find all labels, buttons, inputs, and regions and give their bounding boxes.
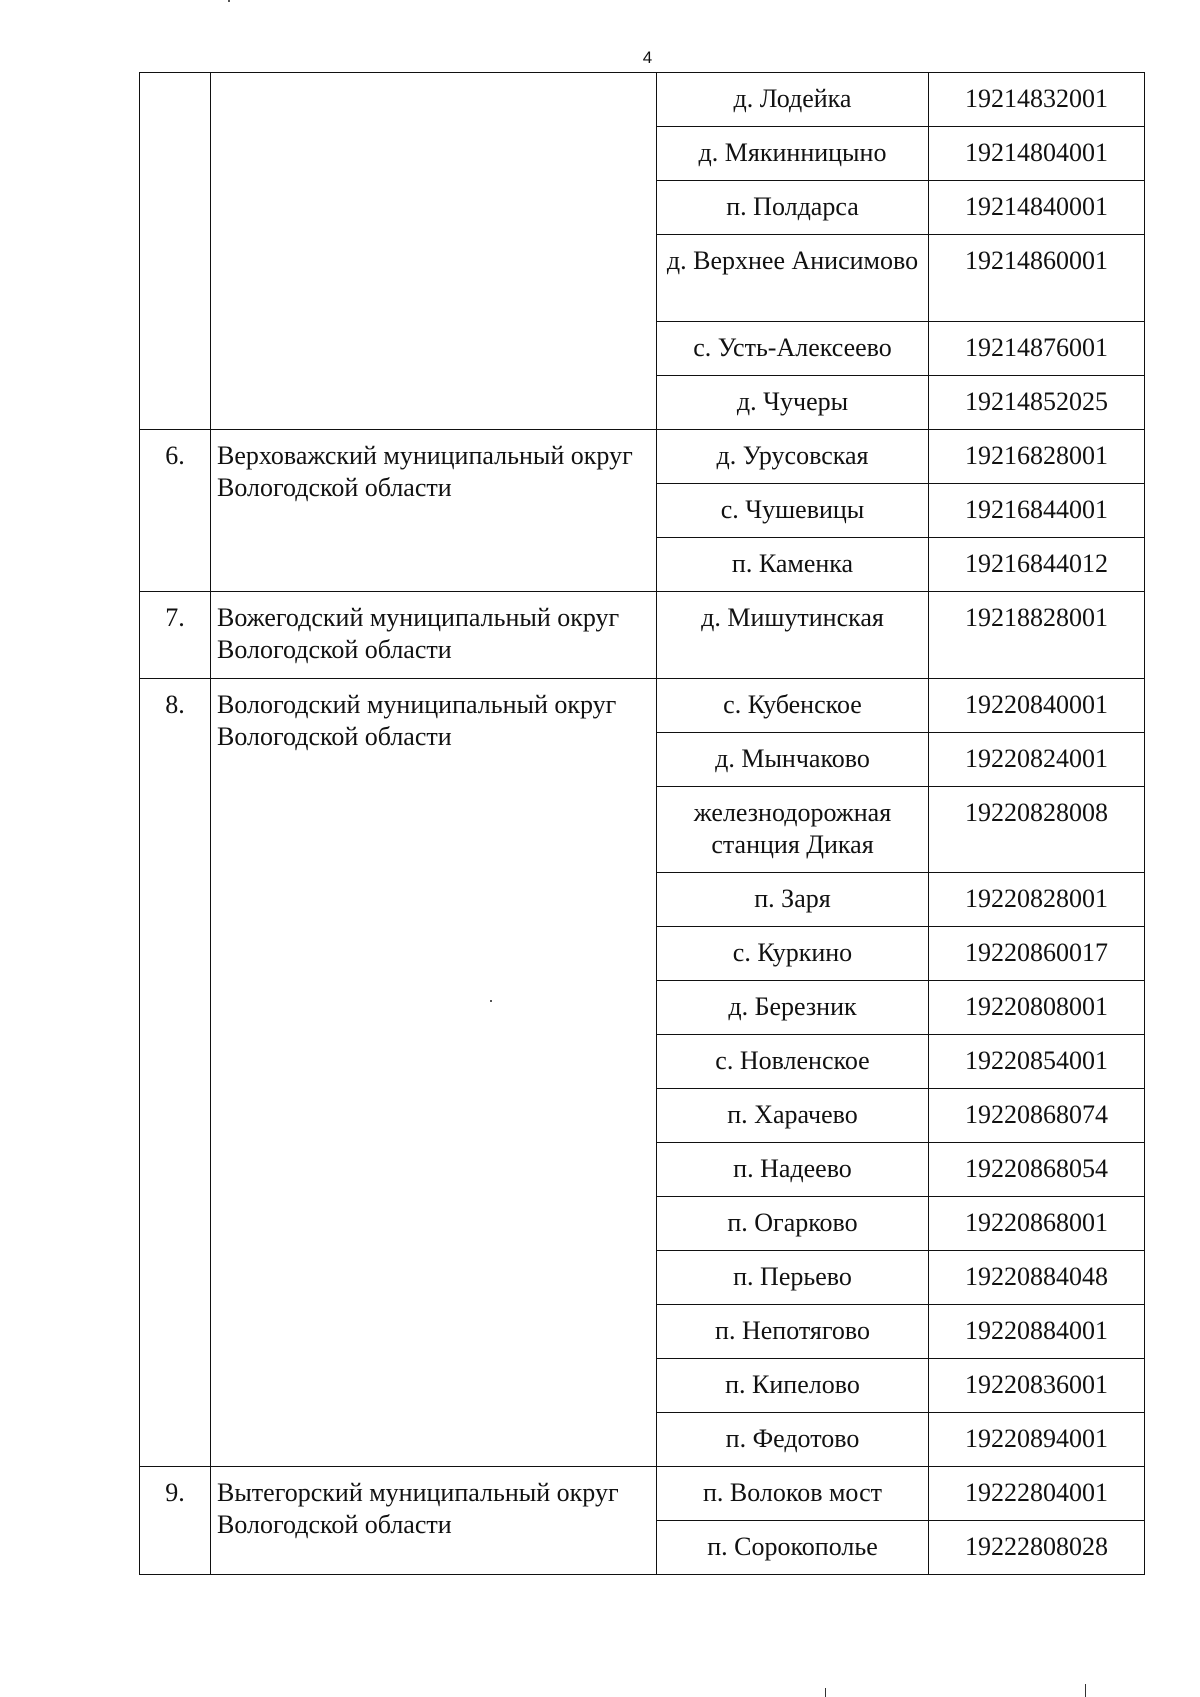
table-row xyxy=(140,1467,1145,1521)
settlement-cell: железнодорожная станция Дикая xyxy=(657,787,929,873)
oktmo-code-cell: 19220836001 xyxy=(929,1359,1145,1413)
oktmo-code-cell: 19214860001 xyxy=(929,235,1145,322)
oktmo-code-cell: 19220860017 xyxy=(929,927,1145,981)
oktmo-code-cell: 19214804001 xyxy=(929,127,1145,181)
settlement-cell: д. Мякинницыно xyxy=(657,127,929,181)
settlement-cell: с. Куркино xyxy=(657,927,929,981)
settlement-cell: д. Урусовская xyxy=(657,430,929,484)
row-number: 8. xyxy=(140,679,211,1467)
settlement-cell: д. Чучеры xyxy=(657,376,929,430)
oktmo-code-cell: 19220824001 xyxy=(929,733,1145,787)
settlement-cell: с. Кубенское xyxy=(657,679,929,733)
oktmo-code-cell: 19220894001 xyxy=(929,1413,1145,1467)
settlement-cell: п. Кипелово xyxy=(657,1359,929,1413)
oktmo-code-cell: 19214852025 xyxy=(929,376,1145,430)
settlement-cell: п. Федотово xyxy=(657,1413,929,1467)
oktmo-code-cell: 19220884001 xyxy=(929,1305,1145,1359)
settlement-cell: п. Волоков мост xyxy=(657,1467,929,1521)
settlement-cell: п. Харачево xyxy=(657,1089,929,1143)
row-number: 7. xyxy=(140,592,211,679)
settlement-cell: д. Верхнее Анисимово xyxy=(657,235,929,322)
settlement-cell: с. Новленское xyxy=(657,1035,929,1089)
oktmo-code-cell: 19220808001 xyxy=(929,981,1145,1035)
scan-mark xyxy=(825,1688,826,1697)
settlement-cell: п. Надеево xyxy=(657,1143,929,1197)
scan-speck xyxy=(490,1000,492,1002)
settlement-cell: с. Чушевицы xyxy=(657,484,929,538)
oktmo-code-cell: 19214840001 xyxy=(929,181,1145,235)
settlement-cell: д. Березник xyxy=(657,981,929,1035)
oktmo-code-cell: 19220868001 xyxy=(929,1197,1145,1251)
settlement-cell: п. Каменка xyxy=(657,538,929,592)
oktmo-code-cell: 19216844001 xyxy=(929,484,1145,538)
oktmo-code-cell: 19222808028 xyxy=(929,1521,1145,1575)
oktmo-code-cell: 19220884048 xyxy=(929,1251,1145,1305)
oktmo-code-cell: 19220854001 xyxy=(929,1035,1145,1089)
table-row xyxy=(140,430,1145,484)
settlement-cell: п. Заря xyxy=(657,873,929,927)
district-cell xyxy=(211,73,657,430)
settlement-cell: п. Полдарса xyxy=(657,181,929,235)
oktmo-code-cell: 19216828001 xyxy=(929,430,1145,484)
oktmo-code-cell: 19220828001 xyxy=(929,873,1145,927)
oktmo-code-cell: 19220828008 xyxy=(929,787,1145,873)
oktmo-code-cell: 19222804001 xyxy=(929,1467,1145,1521)
oktmo-code-cell: 19220868074 xyxy=(929,1089,1145,1143)
scan-mark xyxy=(1085,1684,1086,1697)
oktmo-code-cell: 19220868054 xyxy=(929,1143,1145,1197)
settlement-cell: п. Непотягово xyxy=(657,1305,929,1359)
settlement-cell: п. Огарково xyxy=(657,1197,929,1251)
settlement-cell: п. Сорокополье xyxy=(657,1521,929,1575)
scan-speck xyxy=(228,0,230,2)
district-name: Вытегорский муниципальный округ Вологодской области xyxy=(211,1467,657,1575)
page-number: 4 xyxy=(642,48,653,67)
settlement-cell: с. Усть-Алексеево xyxy=(657,322,929,376)
settlement-cell: д. Мишутинская xyxy=(657,592,929,679)
row-number: 6. xyxy=(140,430,211,592)
number-cell xyxy=(140,73,211,430)
table-row xyxy=(140,592,1145,679)
row-number: 9. xyxy=(140,1467,211,1575)
oktmo-code-cell: 19214832001 xyxy=(929,73,1145,127)
settlements-table xyxy=(139,72,1145,1575)
district-name: Вожегодский муниципальный округ Вологодской области xyxy=(211,592,657,679)
district-name: Верховажский муниципальный округ Вологодской области xyxy=(211,430,657,592)
settlement-cell: п. Перьево xyxy=(657,1251,929,1305)
oktmo-code-cell: 19214876001 xyxy=(929,322,1145,376)
table-row xyxy=(140,679,1145,733)
table-row xyxy=(140,73,1145,127)
district-name: Вологодский муниципальный округ Вологодской области xyxy=(211,679,657,1467)
oktmo-code-cell: 19220840001 xyxy=(929,679,1145,733)
oktmo-code-cell: 19216844012 xyxy=(929,538,1145,592)
settlement-cell: д. Лодейка xyxy=(657,73,929,127)
settlement-cell: д. Мынчаково xyxy=(657,733,929,787)
oktmo-code-cell: 19218828001 xyxy=(929,592,1145,679)
